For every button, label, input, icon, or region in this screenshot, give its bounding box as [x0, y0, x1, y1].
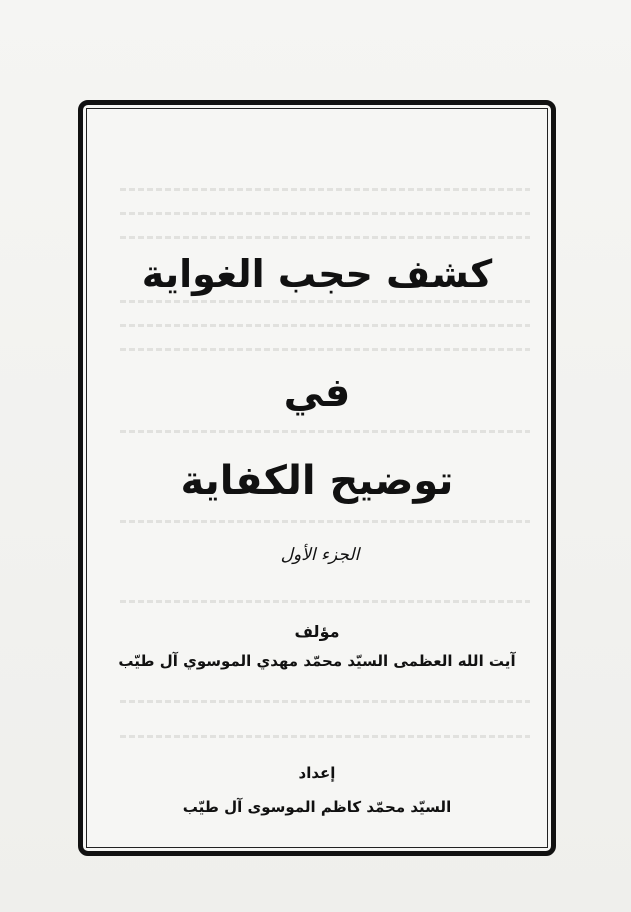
title-line-3: توضيح الكفاية: [180, 458, 454, 504]
bleed-through-line: [120, 430, 530, 433]
bleed-through-line: [120, 212, 530, 215]
bleed-through-line: [120, 236, 530, 239]
author-label: مؤلف: [294, 622, 340, 641]
title-line-2: في: [283, 370, 351, 416]
bleed-through-line: [120, 600, 530, 603]
volume-label: الجزء الأول: [280, 545, 360, 565]
bleed-through-line: [120, 300, 530, 303]
bleed-through-line: [120, 188, 530, 191]
bleed-through-line: [120, 348, 530, 351]
author-name: آيت الله العظمى السيّد محمّد مهدي الموسوي آل طيّب: [118, 652, 516, 670]
bleed-through-line: [120, 700, 530, 703]
bleed-through-line: [120, 735, 530, 738]
prepared-by-name: السيّد محمّد كاظم الموسوى آل طيّب: [182, 798, 452, 816]
prepared-by-label: إعداد: [298, 764, 336, 782]
bleed-through-line: [120, 324, 530, 327]
title-line-1: كشف حجب الغواية: [141, 252, 493, 296]
bleed-through-line: [120, 520, 530, 523]
